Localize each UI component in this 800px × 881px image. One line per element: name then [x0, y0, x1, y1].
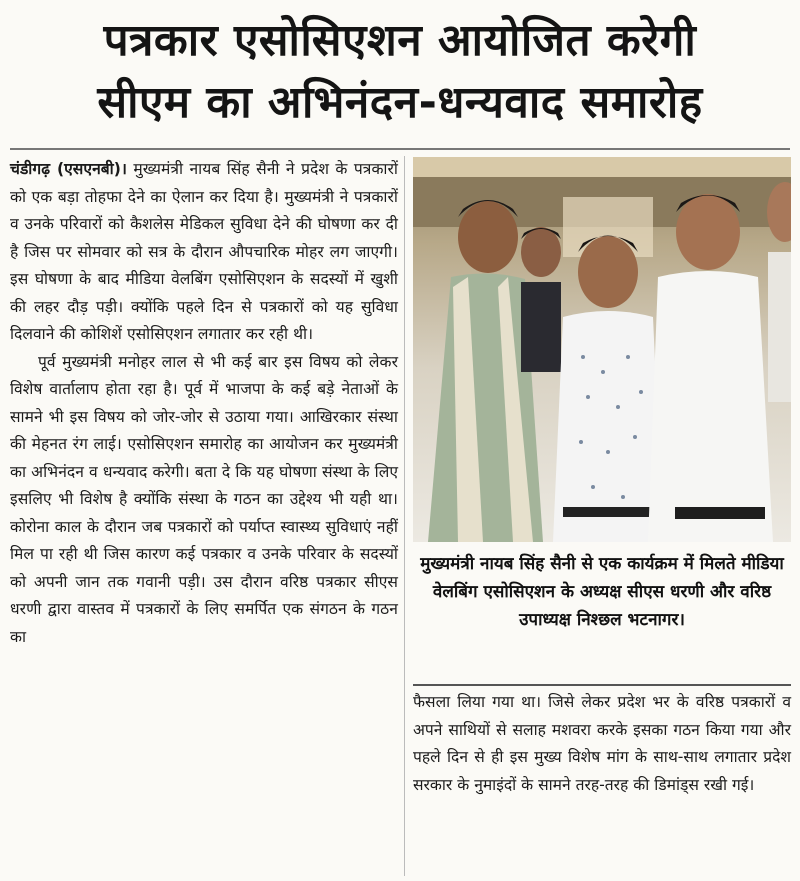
article-left-column: [10, 156, 398, 651]
article-paragraph-1: [10, 156, 398, 349]
headline-line-1: पत्रकार एसोसिएशन आयोजित करेगी: [103, 15, 697, 66]
photo-illustration: [413, 157, 791, 542]
caption-divider: [413, 684, 791, 686]
article-right-column: [413, 689, 791, 799]
headline: [0, 0, 800, 148]
headline-line-2: सीएम का अभिनंदन-धन्यवाद समारोह: [97, 77, 703, 128]
column-divider: [404, 156, 405, 876]
headline-divider: [10, 148, 790, 150]
dateline: चंडीगढ़ (एसएनबी)।: [10, 160, 127, 178]
news-photo: [413, 157, 791, 542]
paragraph-1-text: मुख्यमंत्री नायब सिंह सैनी ने प्रदेश के पत्रकारों को एक बड़ा तोहफा देने का ऐलान कर दिया है। मुख्यमंत्री ने पत्रकारों व उनके परिवारों को कैशलेस मेडिकल सुविधा देने की घोषणा कर दी है जिस पर सोमवार को सत्र के दौरान औपचारिक मोहर लग जाएगी। इस घोषणा के बाद मीडिया वेलबिंग एसोसिएशन के सदस्यों में खुशी की लहर दौड़ पड़ी। क्योंकि पहले दिन से पत्रकारों को यह सुविधा दिलवाने की कोशिशें एसोसिएशन लगातार कर रही थी।: [10, 160, 398, 343]
article-paragraph-2: पूर्व मुख्यमंत्री मनोहर लाल से भी कई बार इस विषय को लेकर विशेष वार्तालाप होता रहा है। पूर्व में भाजपा के कई बड़े नेताओं के सामने भी इस विषय को जोर-जोर से उठाया गया। आखिरकार संस्था की मेहनत रंग लाई। एसोसिएशन समारोह का आयोजन कर मुख्यमंत्री का अभिनंदन व धन्यवाद करेगी। बता दे कि यह घोषणा संस्था के लिए इसलिए भी विशेष है क्योंकि संस्था के गठन का उद्देश्य भी यही था। कोरोना काल के दौरान जब पत्रकारों को पर्याप्त स्वास्थ्य सुविधाएं नहीं मिल पा रही थी जिस कारण कई पत्रकार व उनके परिवार के सदस्यों को अपनी जान तक गवानी पड़ी। उस दौरान वरिष्ठ पत्रकार सीएस धरणी द्वारा वास्तव में पत्रकारों के लिए समर्पित एक संगठन के गठन का: [10, 352, 398, 646]
photo-caption: मुख्यमंत्री नायब सिंह सैनी से एक कार्यक्रम में मिलते मीडिया वेलबिंग एसोसिएशन के अध्यक्ष सीएस धरणी और वरिष्ठ उपाध्यक्ष निश्छल भटनागर।: [420, 554, 784, 630]
article-continuation: फैसला लिया गया था। जिसे लेकर प्रदेश भर के वरिष्ठ पत्रकारों व अपने साथियों से सलाह मशवरा करके इसका गठन किया गया और पहले दिन से ही इस मुख्य विशेष मांग के साथ-साथ लगातार प्रदेश सरकार के नुमाइंदों के सामने तरह-तरह की डिमांड्स रखी गई।: [413, 693, 791, 794]
